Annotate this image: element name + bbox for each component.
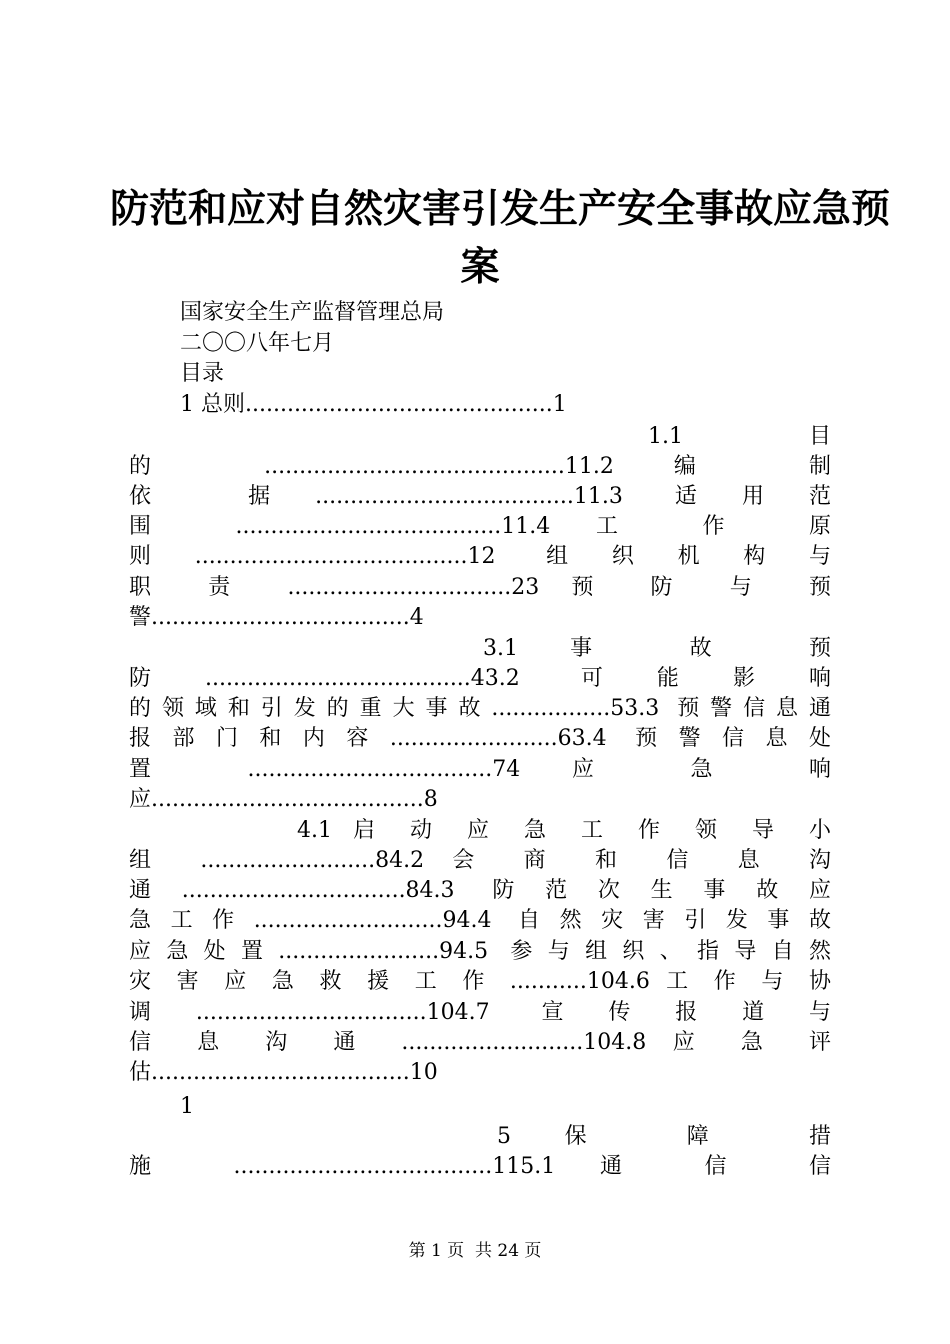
toc-line: 依 据.....................................11.3 适用范 xyxy=(129,484,831,509)
toc-line: 3.1 事 故 预 xyxy=(483,636,831,661)
toc-line: 组 .........................84.2 会 商 和 信 息 沟 xyxy=(129,848,831,873)
issue-date: 二〇〇八年七月 xyxy=(180,331,335,356)
document-title-line-1: 防范和应对自然灾害引发生产安全事故应急预 xyxy=(110,187,891,232)
toc-line: 围 ......................................11.4 工 作 原 xyxy=(129,514,831,539)
toc-heading: 目录 xyxy=(180,361,225,386)
toc-line: 的领域和引发的重大事故.................53.3 预警信息通 xyxy=(129,696,831,721)
toc-line: 1 总则............................................1 xyxy=(180,392,567,417)
toc-line: 4.1 启 动 应 急 工 作 领 导 小 xyxy=(297,818,831,843)
document-title-line-2: 案 xyxy=(460,245,500,290)
page-number: 1 xyxy=(180,1094,194,1119)
toc-line: 通................................84.3 防范次生事故应 xyxy=(129,878,831,903)
toc-line: 职 责 ................................23 预 防 与 预 xyxy=(129,575,831,600)
toc-line: 报部门和内容........................63.4 预警信息处 xyxy=(129,726,831,751)
toc-line: 急工作...........................94.4 自然灾害引发事故 xyxy=(129,908,831,933)
toc-line: 信 息 沟 通 ..........................104.8 应 急 评 xyxy=(129,1030,831,1055)
toc-line: 灾 害 应 急 救 援 工 作 ...........104.6 工 作 与 协 xyxy=(129,969,831,994)
toc-line: 应急处置.......................94.5 参与组织、指导自然 xyxy=(129,939,831,964)
toc-line: 置 ...................................74 应 急 响 xyxy=(129,757,831,782)
toc-line: 应.......................................8 xyxy=(129,787,438,812)
toc-line: 防......................................43.2 可能影响 xyxy=(129,666,831,691)
toc-line: 则.......................................12 组织机构与 xyxy=(129,544,831,569)
toc-line: 估.....................................10 xyxy=(129,1060,438,1085)
toc-line: 5 保 障 措 xyxy=(497,1124,831,1149)
toc-line: 的 ...........................................11.2 编 制 xyxy=(129,454,831,479)
issuer: 国家安全生产监督管理总局 xyxy=(180,300,445,325)
toc-line: 1.1 目 xyxy=(648,424,831,449)
toc-line: 调.................................104.7 宣传报道与 xyxy=(129,1000,831,1025)
page-footer: 第 1 页 共 24 页 xyxy=(408,1241,542,1261)
toc-line: 施 .....................................115.1 通 信 信 xyxy=(129,1154,831,1179)
toc-line: 警.....................................4 xyxy=(129,605,424,630)
